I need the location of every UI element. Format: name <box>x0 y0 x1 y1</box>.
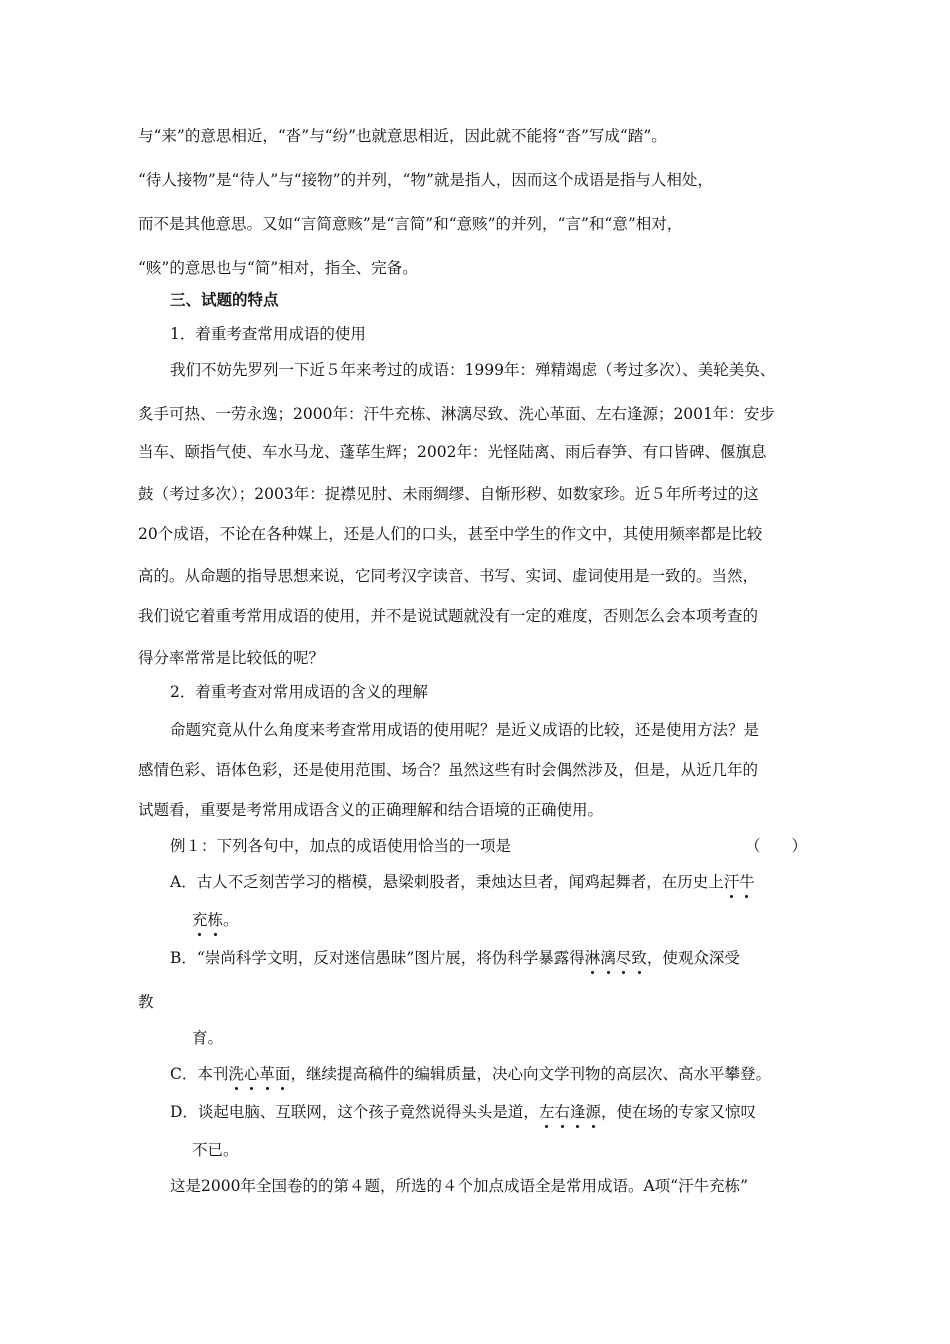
subsection-heading: 2．着重考查对常用成语的含义的理解 <box>170 683 428 701</box>
paragraph-line: 与“来”的意思相近，“沓”与“纷”也就意思相近，因此就不能将“沓”写成“踏”。 <box>138 127 667 145</box>
option-d <box>170 1102 756 1122</box>
paragraph-line: 感情色彩、语体色彩，还是使用范围、场合？虽然这些有时会偶然涉及，但是，从近几年的 <box>138 761 759 779</box>
paragraph-line: 试题看，重要是考常用成语含义的正确理解和结合语境的正确使用。 <box>138 801 604 819</box>
paragraph-line: 高的。从命题的指导思想来说，它同考汉字读音、书写、实词、虚词使用是一致的。当然， <box>138 567 759 585</box>
option-b <box>170 948 740 968</box>
option-b-continuation: 教 <box>138 993 154 1011</box>
dotted-idiom: 充栋 <box>192 911 224 929</box>
option-d-continuation: 不已。 <box>192 1141 239 1159</box>
option-c-text: C．本刊 <box>170 1065 229 1083</box>
dotted-idiom: 淋漓尽致 <box>584 949 647 967</box>
option-a <box>170 872 755 892</box>
paragraph-line: 当车、颐指气使、车水马龙、蓬荜生辉；2002年：光怪陆离、雨后春笋、有口皆碑、偃旗息 <box>138 443 767 461</box>
option-b-continuation: 育。 <box>192 1029 224 1047</box>
paragraph-line: 我们说它着重考常用成语的使用，并不是说试题就没有一定的难度，否则怎么会本项考查的 <box>138 607 759 625</box>
paragraph-line: 这是2000年全国卷的的第４题，所选的４个加点成语全是常用成语。A项“汗牛充栋” <box>170 1177 748 1195</box>
option-c-text: ，继续提高稿件的编辑质量，决心向文学刊物的高层次、高水平攀登。 <box>290 1065 771 1083</box>
example-prompt: 例１：下列各句中，加点的成语使用恰当的一项是 <box>170 837 512 855</box>
paragraph-line: “待人接物”是“待人”与“接物”的并列，“物”就是指人，因而这个成语是指与人相处， <box>138 171 713 189</box>
paragraph-line: 鼓（考过多次）；2003年：捉襟见肘、未雨绸缪、自惭形秽、如数家珍。近５年所考过的这 <box>138 485 759 503</box>
option-a-text: A．古人不乏刻苦学习的楷模，悬梁刺股者，秉烛达旦者，闻鸡起舞者，在历史上 <box>170 873 724 891</box>
paragraph-line: 炙手可热、一劳永逸；2000年：汗牛充栋、淋漓尽致、洗心革面、左右逢源；2001年：安步 <box>138 405 775 423</box>
option-b-text: ，使观众深受 <box>646 949 740 967</box>
dotted-idiom: 左右逢源 <box>538 1103 601 1121</box>
answer-parentheses: （ ） <box>745 837 808 855</box>
paragraph-line: 我们不妨先罗列一下近５年来考过的成语：1999年：殚精竭虑（考过多次）、美轮美奂、 <box>170 361 776 379</box>
subsection-heading: 1．着重考查常用成语的使用 <box>170 325 366 343</box>
option-c <box>170 1064 771 1084</box>
dotted-idiom: 汗牛 <box>723 873 755 891</box>
section-heading: 三、试题的特点 <box>170 290 279 309</box>
paragraph-line: 得分率常常是比较低的呢？ <box>138 649 325 667</box>
dotted-idiom: 洗心革面 <box>228 1065 291 1083</box>
paragraph-line: 20个成语，不论在各种媒上，还是人们的口头，甚至中学生的作文中，其使用频率都是比较 <box>138 525 763 543</box>
option-d-text: D．谈起电脑、互联网，这个孩子竟然说得头头是道， <box>170 1103 539 1121</box>
option-b-text: B．“崇尚科学文明，反对迷信愚昧”图片展，将伪科学暴露得 <box>170 949 585 967</box>
paragraph-line: 命题究竟从什么角度来考查常用成语的使用呢？是近义成语的比较，还是使用方法？是 <box>170 721 760 739</box>
option-d-text: ，使在场的专家又惊叹 <box>601 1103 757 1121</box>
paragraph-line: 而不是其他意思。又如“言简意赅”是“言简”和“意赅”的并列，“言”和“意”相对， <box>138 215 683 233</box>
paragraph-line: “赅”的意思也与“简”相对，指全、完备。 <box>138 259 418 277</box>
option-a-continuation <box>192 910 239 930</box>
option-a-text: 。 <box>223 911 239 929</box>
